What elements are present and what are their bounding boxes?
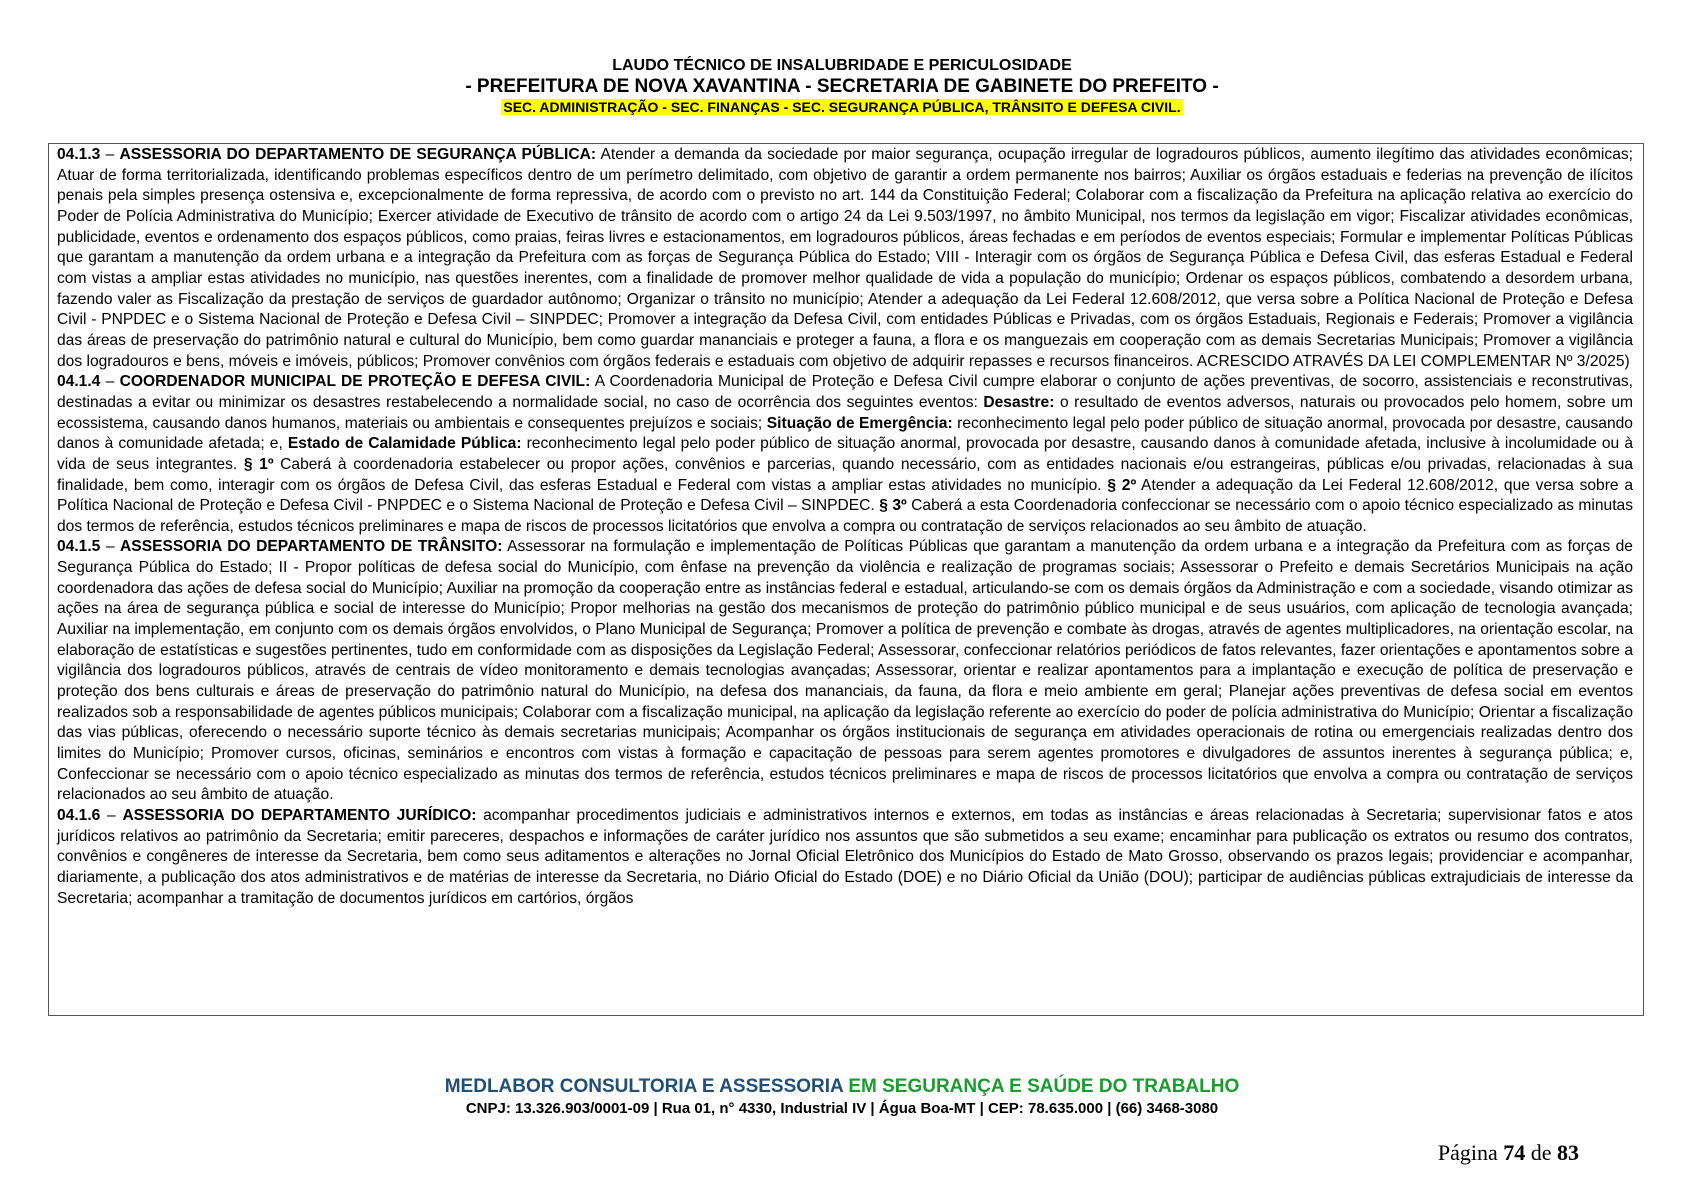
section-body: Assessorar na formulação e implementação de Políticas Públicas que garantam a manutenção da ordem urbana e a integração da Prefeitura com as forças de Segurança Pública do Estado; II - Propor políticas de defesa social do Município, com ênfase na prevenção da violência e realização de programas sociais; Assessorar o Prefeito e demais Secretários Municipais na ação coordenadora das ações de defesa social do Município; Auxiliar na promoção da cooperação entre as instâncias federal e estadual, articulando-se com os demais órgãos da Administração e com a sociedade, visando otimizar as ações na área de segurança pública e social de interesse do Município; Propor melhorias na gestão dos mecanismos de proteção do patrimônio público municipal e de seus usuários, com aplicação de tecnologia avançada; Auxiliar na implementação, em conjunto com os demais órgãos envolvidos, o Plano Municipal de Segurança; Promover a política de prevenção e combate às drogas, através de agentes multiplicadores, na orientação escolar, na elaboração de estatísticas e sugestões pertinentes, tudo em conformidade com as disposições da Legislação Federal; Assessorar, confeccionar relatórios periódicos de fatos relevantes, fazer orientações e apontamentos sobre a vigilância dos logradouros públicos, através de centrais de vídeo monitoramento e demais tecnologias avançadas; Assessorar, orientar e realizar apontamentos para a implantação e execução de política de preservação e proteção dos bens culturais e áreas de preservação do patrimônio natural do Município, na defesa dos mananciais, da fauna, da flora e meio ambiente em geral; Planejar ações preventivas de defesa social em eventos realizados sob a responsabilidade de agentes públicos municipais; Colaborar com a fiscalização municipal, na aplicação da legislação referente ao exercício do poder de polícia administrativa do Município; Orientar a fiscalização das vias públicas, oferecendo o necessário suporte técnico às demais secretarias municipais; Acompanhar os órgãos institucionais de segurança em atividades operacionais de rotina ou emergenciais realizadas dentro dos limites do Município; Promover cursos, oficinas, seminários e encontros com vistas à formação e capacitação de pessoas para serem agentes promotores e divulgadores de assuntos inerentes à segurança pública; e, Confeccionar se necessário com o apoio técnico especializado as minutas dos termos de referência, estudos técnicos preliminares e mapa de riscos de processos licitatórios que envolva a compra ou contratação de serviços relacionados ao seu âmbito de atuação. [57,538,1633,804]
content-box [48,143,1644,1016]
secretariats-line [0,98,1684,116]
content-text [49,144,1643,909]
section-number: 04.1.4 [57,373,101,391]
section-title: COORDENADOR MUNICIPAL DE PROTEÇÃO E DEFESA CIVIL: [119,373,591,391]
section-04-1-4: 04.1.4 – COORDENADOR MUNICIPAL DE PROTEÇÃO E DEFESA CIVIL: A Coordenadoria Municipal de Proteção e Defesa Civil cumpre elaborar o conjunto de ações preventivas, de socorro, assistenciais e reconstrutivas, destinadas a evitar ou minimizar os desastres restabelecendo a normalidade social, no caso de ocorrência dos seguintes eventos: Desastre: o resultado de eventos adversos, naturais ou provocados pelo homem, sobre um ecossistema, causando danos humanos, materiais ou ambientais e consequentes prejuízos e sociais; Situação de Emergência: reconhecimento legal pelo poder público de situação anormal, provocada por desastre, causando danos à comunidade afetada; e, Estado de Calamidade Pública: reconhecimento legal pelo poder público de situação anormal, provocada por desastre, causando danos à comunidade afetada, inclusive à incolumidade ou à vida de seus integrantes. § 1º Caberá à coordenadoria estabelecer ou propor ações, convênios e parcerias, quando necessário, com as entidades nacionais e/ou estrangeiras, públicas e/ou privadas, relacionadas à sua finalidade, bem como, interagir com os órgãos de Defesa Civil, das esferas Estadual e Federal com vistas a ampliar estas atividades no município. § 2º Atender a adequação da Lei Federal 12.608/2012, que versa sobre a Política Nacional de Proteção e Defesa Civil - PNPDEC e o Sistema Nacional de Proteção e Defesa Civil – SINPDEC. § 3º Caberá a esta Coordenadoria confeccionar se necessário com o apoio técnico especializado as minutas dos termos de referência, estudos técnicos preliminares e mapa de riscos de processos licitatórios que envolva a compra ou contratação de serviços relacionados ao seu âmbito de atuação. [57,373,1634,535]
section-04-1-5: 04.1.5 – ASSESSORIA DO DEPARTAMENTO DE TRÂNSITO: Assessorar na formulação e implementação de Políticas Públicas que garantam a manutenção da ordem urbana e a integração da Prefeitura com as forças de Segurança Pública do Estado; II - Propor políticas de defesa social do Município, com ênfase na prevenção da violência e realização de programas sociais; Assessorar o Prefeito e demais Secretários Municipais na ação coordenadora das ações de defesa social do Município; Auxiliar na promoção da cooperação entre as instâncias federal e estadual, articulando-se com os demais órgãos da Administração e com a sociedade, visando otimizar as ações na área de segurança pública e social de interesse do Município; Propor melhorias na gestão dos mecanismos de proteção do patrimônio público municipal e de seus usuários, com aplicação de tecnologia avançada; Auxiliar na implementação, em conjunto com os demais órgãos envolvidos, o Plano Municipal de Segurança; Promover a política de prevenção e combate às drogas, através de agentes multiplicadores, na orientação escolar, na elaboração de estatísticas e sugestões pertinentes, tudo em conformidade com as disposições da Legislação Federal; Assessorar, confeccionar relatórios periódicos de fatos relevantes, fazer orientações e apontamentos sobre a vigilância dos logradouros públicos, através de centrais de vídeo monitoramento e demais tecnologias avançadas; Assessorar, orientar e realizar apontamentos para a implantação e execução de política de preservação e proteção dos bens culturais e áreas de preservação do patrimônio natural do Município, na defesa dos mananciais, da fauna, da flora e meio ambiente em geral; Planejar ações preventivas de defesa social em eventos realizados sob a responsabilidade de agentes públicos municipais; Colaborar com a fiscalização municipal, na aplicação da legislação referente ao exercício do poder de polícia administrativa do Município; Orientar a fiscalização das vias públicas, oferecendo o necessário suporte técnico às demais secretarias municipais; Acompanhar os órgãos institucionais de segurança em atividades operacionais de rotina ou emergenciais realizadas dentro dos limites do Município; Promover cursos, oficinas, seminários e encontros com vistas à formação e capacitação de pessoas para serem agentes promotores e divulgadores de assuntos inerentes à segurança pública; e, Confeccionar se necessário com o apoio técnico especializado as minutas dos termos de referência, estudos técnicos preliminares e mapa de riscos de processos licitatórios que envolva a compra ou contratação de serviços relacionados ao seu âmbito de atuação. [57,538,1633,804]
section-title: ASSESSORIA DO DEPARTAMENTO DE TRÂNSITO: [120,538,503,556]
document-header [0,56,1684,116]
section-title: ASSESSORIA DO DEPARTAMENTO DE SEGURANÇA PÚBLICA: [119,146,597,163]
section-number: 04.1.3 [57,146,101,163]
section-04-1-3: 04.1.3 – ASSESSORIA DO DEPARTAMENTO DE SEGURANÇA PÚBLICA: Atender a demanda da sociedade por maior segurança, ocupação irregular de logradouros públicos, aumento ilegítimo das atividades econômicas; Atuar de forma territorializada, identificando problemas específicos dentro de um perímetro delimitado, com objetivo de garantir a ordem permanente nos bairros; Auxiliar os órgãos estaduais e federias na prevenção de ilícitos penais pela simples presença ostensiva e, excepcionalmente de forma repressiva, de acordo com o previsto no art. 144 da Constituição Federal; Colaborar com a fiscalização da Prefeitura na aplicação relativa ao exercício do Poder de Polícia Administrativa do Município; Exercer atividade de Executivo de trânsito de acordo com o artigo 24 da Lei 9.503/1997, no âmbito Municipal, nos termos da legislação em vigor; Fiscalizar atividades econômicas, publicidade, eventos e ordenamento dos espaços públicos, como praias, feiras livres e estacionamentos, em logradouros públicos, áreas fechadas e em períodos de eventos especiais; Formular e implementar Políticas Públicas que garantam a manutenção da ordem urbana e a integração da Prefeitura com as forças de Segurança Pública do Estado; VIII - Interagir com os órgãos de Segurança Pública e Defesa Civil, das esferas Estadual e Federal com vistas a ampliar estas atividades no município, nas questões inerentes, com a finalidade de promover melhor qualidade de vida a população do município; Ordenar os espaços públicos, combatendo a desordem urbana, fazendo valer as Fiscalização da prestação de serviços de guardador autônomo; Organizar o trânsito no município; Atender a adequação da Lei Federal 12.608/2012, que versa sobre a Política Nacional de Proteção e Defesa Civil - PNPDEC e o Sistema Nacional de Proteção e Defesa Civil – SINPDEC; Promover a integração da Defesa Civil, com entidades Públicas e Privadas, com os órgãos Estaduais, Regionais e Federais; Promover a vigilância das áreas de preservação do patrimônio natural e cultural do Município, bem como guardar mananciais e proteger a fauna, a flora e os manguezais em cooperação com as demais Secretarias Municipais; Promover a vigilância dos logradouros e bens, móveis e imóveis, públicos; Promover convênios com órgãos federais e estaduais com objetivo de adquirir repasses e recursos financeiros. ACRESCIDO ATRAVÉS DA LEI COMPLEMENTAR Nº 3/2025) [57,146,1633,370]
section-title: ASSESSORIA DO DEPARTAMENTO JURÍDICO: [122,807,477,824]
section-number: 04.1.5 [57,538,101,556]
company-address: CNPJ: 13.326.903/0001-09 | Rua 01, n° 4330, Industrial IV | Água Boa-MT | CEP: 78.635.000 | (66) 3468-3080 [465,1100,1219,1117]
section-body: acompanhar procedimentos judiciais e administrativos internos e externos, em todas as instâncias e áreas relacionadas à Secretaria; supervisionar fatos e atos jurídicos relativos ao patrimônio da Secretaria; emitir pareceres, despachos e informações de caráter jurídico nos assuntos que são submetidos a seu exame; encaminhar para publicação os extratos ou resumo dos contratos, convênios e congêneres de interesse da Secretaria, bem como seus aditamentos e alterações no Jornal Oficial Eletrônico dos Municípios do Estado de Mato Grosso, observando os prazos legais; providenciar e acompanhar, diariamente, a publicação dos atos administrativos e de matérias de interesse da Secretaria, no Diário Oficial do Estado (DOE) e no Diário Oficial da União (DOU); participar de audiências públicas extrajudiciais de interesse da Secretaria; acompanhar a tramitação de documentos jurídicos em cartórios, órgãos [57,807,1633,907]
section-body: Atender a demanda da sociedade por maior segurança, ocupação irregular de logradouros públicos, aumento ilegítimo das atividades econômicas; Atuar de forma territorializada, identificando problemas específicos dentro de um perímetro delimitado, com objetivo de garantir a ordem permanente nos bairros; Auxiliar os órgãos estaduais e federias na prevenção de ilícitos penais pela simples presença ostensiva e, excepcionalmente de forma repressiva, de acordo com o previsto no art. 144 da Constituição Federal; Colaborar com a fiscalização da Prefeitura na aplicação relativa ao exercício do Poder de Polícia Administrativa do Município; Exercer atividade de Executivo de trânsito de acordo com o artigo 24 da Lei 9.503/1997, no âmbito Municipal, nos termos da legislação em vigor; Fiscalizar atividades econômicas, publicidade, eventos e ordenamento dos espaços públicos, como praias, feiras livres e estacionamentos, em logradouros públicos, áreas fechadas e em períodos de eventos especiais; Formular e implementar Políticas Públicas que garantam a manutenção da ordem urbana e a integração da Prefeitura com as forças de Segurança Pública do Estado; VIII - Interagir com os órgãos de Segurança Pública e Defesa Civil, das esferas Estadual e Federal com vistas a ampliar estas atividades no município, nas questões inerentes, com a finalidade de promover melhor qualidade de vida a população do município; Ordenar os espaços públicos, combatendo a desordem urbana, fazendo valer as Fiscalização da prestação de serviços de guardador autônomo; Organizar o trânsito no município; Atender a adequação da Lei Federal 12.608/2012, que versa sobre a Política Nacional de Proteção e Defesa Civil - PNPDEC e o Sistema Nacional de Proteção e Defesa Civil – SINPDEC; Promover a integração da Defesa Civil, com entidades Públicas e Privadas, com os órgãos Estaduais, Regionais e Federais; Promover a vigilância das áreas de preservação do patrimônio natural e cultural do Município, bem como guardar mananciais e proteger a fauna, a flora e os manguezais em cooperação com as demais Secretarias Municipais; Promover a vigilância dos logradouros e bens, móveis e imóveis, públicos; Promover convênios com órgãos federais e estaduais com objetivo de adquirir repasses e recursos financeiros. ACRESCIDO ATRAVÉS DA LEI COMPLEMENTAR Nº 3/2025) [57,146,1633,370]
report-title: LAUDO TÉCNICO DE INSALUBRIDADE E PERICULOSIDADE [612,57,1072,74]
document-footer [0,1075,1684,1119]
section-number: 04.1.6 [57,807,101,824]
section-04-1-6: 04.1.6 – ASSESSORIA DO DEPARTAMENTO JURÍDICO: acompanhar procedimentos judiciais e administrativos internos e externos, em todas as instâncias e áreas relacionadas à Secretaria; supervisionar fatos e atos jurídicos relativos ao patrimônio da Secretaria; emitir pareceres, despachos e informações de caráter jurídico nos assuntos que são submetidos a seu exame; encaminhar para publicação os extratos ou resumo dos contratos, convênios e congêneres de interesse da Secretaria, bem como seus aditamentos e alterações no Jornal Oficial Eletrônico dos Municípios do Estado de Mato Grosso, observando os prazos legais; providenciar e acompanhar, diariamente, a publicação dos atos administrativos e de matérias de interesse da Secretaria, no Diário Oficial do Estado (DOE) e no Diário Oficial da União (DOU); participar de audiências públicas extrajudiciais de interesse da Secretaria; acompanhar a tramitação de documentos jurídicos em cartórios, órgãos [57,807,1633,907]
report-subtitle: - PREFEITURA DE NOVA XAVANTINA - SECRETARIA DE GABINETE DO PREFEITO - [465,76,1219,97]
page-number: Página 74 de 83 [1437,1140,1579,1165]
highlighted-secretariats: SEC. ADMINISTRAÇÃO - SEC. FINANÇAS - SEC. SEGURANÇA PÚBLICA, TRÂNSITO E DEFESA CIVIL. [503,99,1181,115]
company-name: MEDLABOR CONSULTORIA E ASSESSORIA EM SEGURANÇA E SAÚDE DO TRABALHO [444,1076,1240,1097]
